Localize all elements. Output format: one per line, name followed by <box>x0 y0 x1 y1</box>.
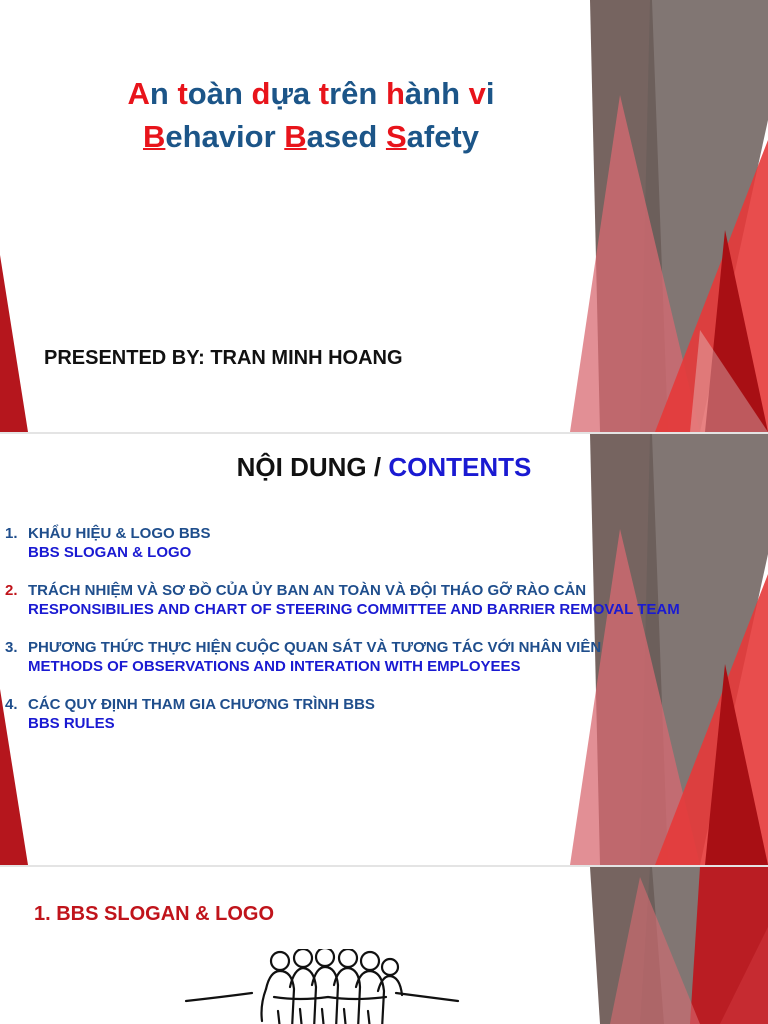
contents-item <box>5 581 745 619</box>
slide-title <box>0 0 768 432</box>
title_vn-text-segment: i <box>485 76 495 111</box>
contents-list <box>5 524 745 752</box>
title_en-text-segment: afety <box>406 119 479 154</box>
contents-title-en: CONTENTS <box>388 452 532 482</box>
title_vn-text-segment: n <box>149 76 178 111</box>
item-en-text: METHODS OF OBSERVATIONS AND INTERATION WITH EMPLOYEES <box>28 658 521 675</box>
title_vn-text-segment: rên <box>329 76 386 111</box>
title_vn-initial-letter: A <box>127 76 150 111</box>
ground-line-right <box>396 993 458 1001</box>
contents-title <box>0 452 768 483</box>
item-vn-text: KHẨU HIỆU & LOGO BBS <box>28 525 211 542</box>
item-en-text: RESPONSIBILIES AND CHART OF STEERING COMMITTEE AND BARRIER REMOVAL TEAM <box>28 601 680 618</box>
title_en-text-segment: ased <box>306 119 386 154</box>
title_en-initial-letter: B <box>142 119 166 154</box>
title_vn-initial-letter: t <box>177 76 188 111</box>
item-number: 4. <box>5 696 18 713</box>
item-vn-text: CÁC QUY ĐỊNH THAM GIA CHƯƠNG TRÌNH BBS <box>28 696 375 713</box>
slide-slogan-logo <box>0 867 768 1024</box>
item-vn-text: PHƯƠNG THỨC THỰC HIỆN CUỘC QUAN SÁT VÀ TƯƠNG TÁC VỚI NHÂN VIÊN <box>28 639 602 656</box>
title_vn-initial-letter: d <box>251 76 271 111</box>
title_vn-initial-letter: t <box>318 76 330 111</box>
contents-item <box>5 638 745 676</box>
contents-title-vn: NỘI DUNG / <box>236 452 389 482</box>
title-vietnamese <box>0 72 622 115</box>
title_vn-initial-letter: v <box>468 76 486 111</box>
title_vn-text-segment: ựa <box>270 76 319 111</box>
left-red-sliver <box>0 255 28 432</box>
contents-item <box>5 695 745 733</box>
item-number: 2. <box>5 582 18 599</box>
item-en-text: BBS RULES <box>28 715 115 732</box>
title_en-text-segment: ehavior <box>165 119 285 154</box>
title_vn-initial-letter: h <box>385 76 405 111</box>
title_vn-text-segment: oàn <box>187 76 252 111</box>
title-english <box>0 115 622 158</box>
team-people-logo-image <box>182 949 466 1024</box>
title_en-initial-letter: S <box>385 119 407 154</box>
slide-title-text <box>0 72 622 158</box>
item-number: 1. <box>5 525 18 542</box>
contents-item <box>5 524 745 562</box>
item-number: 3. <box>5 639 18 656</box>
title_vn-text-segment: ành <box>404 76 469 111</box>
item-en-text: BBS SLOGAN & LOGO <box>28 544 192 561</box>
presenter-line: PRESENTED BY: TRAN MINH HOANG <box>44 347 403 369</box>
title_en-initial-letter: B <box>284 119 307 154</box>
section-title: 1. BBS SLOGAN & LOGO <box>34 903 275 925</box>
slide-contents <box>0 434 768 865</box>
ground-line-left <box>186 993 252 1001</box>
red-triangle <box>690 867 768 1024</box>
item-vn-text: TRÁCH NHIỆM VÀ SƠ ĐỒ CỦA ỦY BAN AN TOÀN VÀ ĐỘI THÁO GỠ RÀO CẢN <box>28 582 587 599</box>
